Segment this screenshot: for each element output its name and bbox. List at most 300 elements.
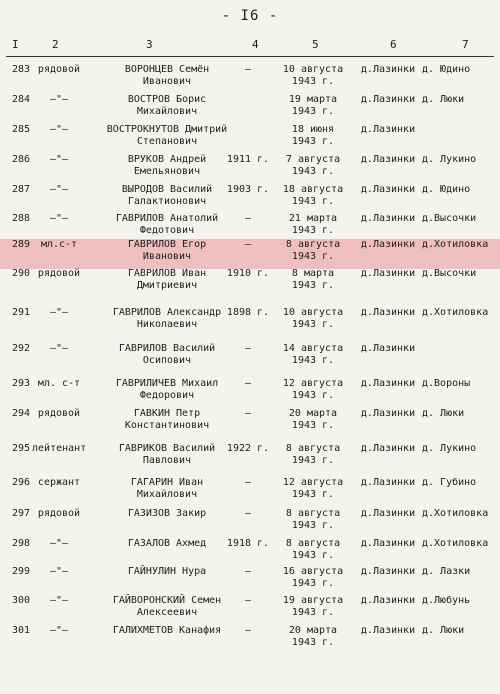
record-death-date-line2: 1943 г. xyxy=(291,166,335,177)
record-burial-place xyxy=(352,268,424,280)
record-birth-year xyxy=(222,268,274,280)
record-name xyxy=(92,239,242,263)
column-header-6: 6 xyxy=(390,38,397,51)
table-row xyxy=(0,378,500,408)
record-name xyxy=(92,64,242,88)
record-home-village xyxy=(422,154,500,166)
record-number xyxy=(2,477,30,489)
record-name xyxy=(92,213,242,237)
record-rank xyxy=(32,213,86,225)
record-death-date-text: 8 марта xyxy=(291,268,335,279)
record-death-date-line2: 1943 г. xyxy=(291,106,335,117)
record-name-text: ГАЗАЛОВ Ахмед xyxy=(127,538,207,549)
record-rank xyxy=(32,94,86,106)
record-burial-place-text: д.Лазинки xyxy=(360,508,416,519)
record-death-date-text: 21 марта xyxy=(288,213,338,224)
record-rank xyxy=(32,566,86,578)
table-row xyxy=(0,477,500,507)
header-divider xyxy=(6,56,494,57)
record-birth-year xyxy=(222,477,274,489)
table-row xyxy=(0,566,500,596)
record-number-text: 289 xyxy=(11,239,30,250)
column-header-row xyxy=(0,38,500,54)
record-number xyxy=(2,408,30,420)
record-death-date-text: 10 августа xyxy=(282,64,344,75)
record-death-date-text: 19 августа xyxy=(282,595,344,606)
record-birth-year xyxy=(222,154,274,166)
record-rank-text: —"— xyxy=(49,625,69,636)
record-name-line2: Константинович xyxy=(124,420,210,431)
record-death-date-text: 12 августа xyxy=(282,477,344,488)
column-header-4: 4 xyxy=(252,38,259,51)
record-name-line2: Степанович xyxy=(136,136,198,147)
record-death-date-line2: 1943 г. xyxy=(291,76,335,87)
record-death-date xyxy=(276,625,350,649)
record-burial-place xyxy=(352,566,424,578)
record-name-line2: Галактионович xyxy=(127,196,207,207)
record-burial-place xyxy=(352,64,424,76)
record-rank-text: —"— xyxy=(49,595,69,606)
record-death-date-text: 19 марта xyxy=(288,94,338,105)
record-number-text: 286 xyxy=(11,154,30,165)
record-number-text: 284 xyxy=(11,94,30,105)
record-death-date xyxy=(276,443,350,467)
record-burial-place xyxy=(352,538,424,550)
record-death-date-line2: 1943 г. xyxy=(291,390,335,401)
record-home-village xyxy=(422,213,500,225)
record-number-text: 287 xyxy=(11,184,30,195)
record-death-date-line2: 1943 г. xyxy=(291,520,335,531)
record-name xyxy=(92,538,242,550)
record-home-village xyxy=(422,477,500,489)
record-burial-place xyxy=(352,124,424,136)
record-number xyxy=(2,538,30,550)
table-row xyxy=(0,124,500,154)
record-rank-text: мл.с-т xyxy=(40,239,78,250)
record-name xyxy=(92,124,242,148)
record-birth-year xyxy=(222,239,274,251)
record-death-date xyxy=(276,94,350,118)
record-rank xyxy=(32,307,86,319)
record-death-date-line2: 1943 г. xyxy=(291,225,335,236)
record-name-text: ГАЙНУЛИН Нура xyxy=(127,566,207,577)
record-number xyxy=(2,566,30,578)
record-rank xyxy=(32,538,86,550)
record-name xyxy=(92,408,242,432)
record-name-line2: Иванович xyxy=(142,76,192,87)
record-home-village-text: д.Хотиловка xyxy=(422,307,489,318)
record-burial-place-text: д.Лазинки xyxy=(360,213,416,224)
record-death-date-text: 7 августа xyxy=(285,154,341,165)
table-row xyxy=(0,94,500,124)
record-name-line2: Осипович xyxy=(142,355,192,366)
record-burial-place-text: д.Лазинки xyxy=(360,154,416,165)
record-birth-year xyxy=(222,64,274,76)
record-birth-year xyxy=(222,595,274,607)
record-death-date-text: 20 марта xyxy=(288,625,338,636)
record-death-date-text: 14 августа xyxy=(282,343,344,354)
record-name-text: ГАВРИЛИЧЕВ Михаил xyxy=(115,378,219,389)
record-death-date xyxy=(276,239,350,263)
record-death-date-line2: 1943 г. xyxy=(291,251,335,262)
record-name-line2: Емельянович xyxy=(133,166,201,177)
record-number xyxy=(2,124,30,136)
record-death-date xyxy=(276,538,350,562)
record-death-date xyxy=(276,343,350,367)
record-number xyxy=(2,595,30,607)
record-home-village xyxy=(422,307,500,319)
record-burial-place xyxy=(352,343,424,355)
record-death-date-text: 10 августа xyxy=(282,307,344,318)
record-rank-text: —"— xyxy=(49,154,69,165)
record-name xyxy=(92,154,242,178)
record-home-village-text: д. Лукино xyxy=(422,154,477,165)
record-name-text: ГАЙВОРОНСКИЙ Семен xyxy=(112,595,222,606)
record-home-village-text: д. Лукино xyxy=(422,443,477,454)
record-name-text: ВРУКОВ Андрей xyxy=(127,154,207,165)
record-home-village xyxy=(422,184,500,196)
record-rank xyxy=(32,408,86,420)
table-row xyxy=(0,307,500,337)
record-rank-text: лейтенант xyxy=(32,443,87,454)
record-birth-year-text: — xyxy=(244,508,252,519)
record-name-line2: Федотович xyxy=(139,225,195,236)
record-home-village xyxy=(422,64,500,76)
record-rank-text: —"— xyxy=(49,566,69,577)
record-rank-text: мл. с-т xyxy=(37,378,81,389)
record-number-text: 300 xyxy=(11,595,30,606)
record-death-date-line2: 1943 г. xyxy=(291,280,335,291)
record-birth-year xyxy=(222,538,274,550)
record-birth-year-text: — xyxy=(244,595,252,606)
record-number xyxy=(2,64,30,76)
record-rank-text: рядовой xyxy=(37,268,81,279)
record-birth-year xyxy=(222,378,274,390)
record-number-text: 285 xyxy=(11,124,30,135)
record-home-village-text: д.Хотиловка xyxy=(422,508,489,519)
record-birth-year xyxy=(222,307,274,319)
table-row xyxy=(0,268,500,298)
record-burial-place xyxy=(352,625,424,637)
record-number-text: 291 xyxy=(11,307,30,318)
table-row xyxy=(0,343,500,373)
record-name-line2: Михайлович xyxy=(136,489,198,500)
record-name-text: ВОРОНЦЕВ Семён xyxy=(124,64,210,75)
record-home-village-text: д. Люки xyxy=(422,94,465,105)
record-home-village-text: д. Люки xyxy=(422,408,465,419)
record-burial-place xyxy=(352,443,424,455)
record-home-village-text: д.Вороны xyxy=(422,378,471,389)
record-rank xyxy=(32,508,86,520)
record-name-line2: Иванович xyxy=(142,251,192,262)
record-death-date-text: 20 марта xyxy=(288,408,338,419)
record-burial-place-text: д.Лазинки xyxy=(360,184,416,195)
record-number-text: 295 xyxy=(11,443,30,454)
table-row xyxy=(0,408,500,438)
record-name-line2: Федорович xyxy=(139,390,195,401)
record-burial-place-text: д.Лазинки xyxy=(360,625,416,636)
record-rank xyxy=(32,595,86,607)
record-home-village xyxy=(422,408,500,420)
record-number xyxy=(2,443,30,455)
record-death-date-text: 8 августа xyxy=(285,508,341,519)
record-burial-place-text: д.Лазинки xyxy=(360,443,416,454)
record-burial-place-text: д.Лазинки xyxy=(360,595,416,606)
record-home-village-text: д. Юдино xyxy=(422,184,471,195)
record-death-date-line2: 1943 г. xyxy=(291,607,335,618)
record-death-date-line2: 1943 г. xyxy=(291,196,335,207)
record-number xyxy=(2,239,30,251)
record-name-text: ВЫРОДОВ Василий xyxy=(121,184,213,195)
record-number xyxy=(2,378,30,390)
record-name-text: ГАГАРИН Иван xyxy=(130,477,204,488)
record-home-village-text: д.Высочки xyxy=(422,268,477,279)
record-death-date xyxy=(276,124,350,148)
record-home-village-text: д. Губино xyxy=(422,477,477,488)
record-name xyxy=(92,343,242,367)
record-rank xyxy=(32,443,86,455)
record-name-text: ГАВРИКОВ Василий xyxy=(118,443,216,454)
record-death-date-text: 12 августа xyxy=(282,378,344,389)
record-rank-text: рядовой xyxy=(37,508,81,519)
record-rank xyxy=(32,268,86,280)
record-home-village-text: д. Лазки xyxy=(422,566,471,577)
record-death-date xyxy=(276,64,350,88)
page-number: - I6 - xyxy=(221,8,279,24)
record-number-text: 294 xyxy=(11,408,30,419)
record-rank-text: —"— xyxy=(49,307,69,318)
record-rank-text: —"— xyxy=(49,94,69,105)
record-number-text: 293 xyxy=(11,378,30,389)
record-death-date xyxy=(276,268,350,292)
record-number-text: 283 xyxy=(11,64,30,75)
column-header-5: 5 xyxy=(312,38,319,51)
record-name-text: ВОСТРОКНУТОВ Дмитрий xyxy=(106,124,228,135)
record-home-village-text: д. Люки xyxy=(422,625,465,636)
record-name-text: ГАВРИЛОВ Василий xyxy=(118,343,216,354)
record-number-text: 299 xyxy=(11,566,30,577)
record-rank-text: рядовой xyxy=(37,408,81,419)
record-name xyxy=(92,595,242,619)
record-home-village xyxy=(422,595,500,607)
record-burial-place-text: д.Лазинки xyxy=(360,124,416,135)
record-number-text: 290 xyxy=(11,268,30,279)
record-name xyxy=(92,184,242,208)
record-burial-place-text: д.Лазинки xyxy=(360,64,416,75)
record-home-village xyxy=(422,268,500,280)
record-death-date xyxy=(276,307,350,331)
record-name-line2: Николаевич xyxy=(136,319,198,330)
table-row xyxy=(0,443,500,473)
record-birth-year-text: 1922 г. xyxy=(226,443,270,454)
record-death-date-text: 8 августа xyxy=(285,538,341,549)
record-death-date xyxy=(276,213,350,237)
record-name xyxy=(92,378,242,402)
record-rank xyxy=(32,124,86,136)
record-name-line2: Павлович xyxy=(142,455,192,466)
record-name-text: ВОСТРОВ Борис xyxy=(127,94,207,105)
record-name xyxy=(92,443,242,467)
record-birth-year-text: 1898 г. xyxy=(226,307,270,318)
record-burial-place-text: д.Лазинки xyxy=(360,408,416,419)
record-birth-year-text: — xyxy=(244,566,252,577)
record-burial-place xyxy=(352,184,424,196)
record-number xyxy=(2,268,30,280)
record-number-text: 288 xyxy=(11,213,30,224)
record-rank-text: сержант xyxy=(37,477,81,488)
record-birth-year-text: — xyxy=(244,64,252,75)
table-row xyxy=(0,64,500,94)
table-row xyxy=(0,184,500,214)
record-home-village-text: д.Хотиловка xyxy=(422,239,489,250)
record-name-text: ГАВРИЛОВ Егор xyxy=(127,239,207,250)
record-number-text: 296 xyxy=(11,477,30,488)
column-header-3: 3 xyxy=(146,38,153,51)
record-rank xyxy=(32,184,86,196)
record-death-date xyxy=(276,408,350,432)
record-birth-year-text: — xyxy=(244,378,252,389)
record-death-date xyxy=(276,595,350,619)
record-home-village xyxy=(422,94,500,106)
record-death-date-line2: 1943 г. xyxy=(291,355,335,366)
record-number xyxy=(2,184,30,196)
record-burial-place xyxy=(352,508,424,520)
record-number-text: 297 xyxy=(11,508,30,519)
record-death-date-text: 18 июня xyxy=(291,124,335,135)
record-burial-place xyxy=(352,213,424,225)
record-birth-year-text: 1911 г. xyxy=(226,154,270,165)
table-row xyxy=(0,154,500,184)
record-burial-place-text: д.Лазинки xyxy=(360,378,416,389)
record-name-line2: Михайлович xyxy=(136,106,198,117)
record-home-village xyxy=(422,443,500,455)
record-death-date xyxy=(276,477,350,501)
record-home-village-text: д.Хотиловка xyxy=(422,538,489,549)
record-birth-year xyxy=(222,443,274,455)
record-name xyxy=(92,94,242,118)
record-rank-text: —"— xyxy=(49,538,69,549)
column-header-2: 2 xyxy=(52,38,59,51)
record-burial-place-text: д.Лазинки xyxy=(360,477,416,488)
record-burial-place xyxy=(352,595,424,607)
record-number xyxy=(2,307,30,319)
record-death-date-line2: 1943 г. xyxy=(291,489,335,500)
record-burial-place-text: д.Лазинки xyxy=(360,268,416,279)
table-row xyxy=(0,508,500,538)
record-birth-year-text: — xyxy=(244,625,252,636)
record-rank xyxy=(32,64,86,76)
record-burial-place-text: д.Лазинки xyxy=(360,307,416,318)
record-birth-year xyxy=(222,625,274,637)
record-home-village-text: д. Юдино xyxy=(422,64,471,75)
record-death-date-text: 18 августа xyxy=(282,184,344,195)
record-name-text: ГАВРИЛОВ Александр xyxy=(112,307,222,318)
record-death-date xyxy=(276,154,350,178)
record-birth-year xyxy=(222,566,274,578)
record-burial-place xyxy=(352,307,424,319)
record-home-village-text: д.Высочки xyxy=(422,213,477,224)
record-burial-place xyxy=(352,154,424,166)
record-death-date-line2: 1943 г. xyxy=(291,455,335,466)
record-death-date xyxy=(276,508,350,532)
record-birth-year-text: — xyxy=(244,213,252,224)
record-home-village xyxy=(422,239,500,251)
table-row xyxy=(0,538,500,568)
record-name-text: ГАВРИЛОВ Иван xyxy=(127,268,207,279)
record-name xyxy=(92,268,242,292)
record-death-date-line2: 1943 г. xyxy=(291,550,335,561)
record-number xyxy=(2,94,30,106)
record-number xyxy=(2,343,30,355)
table-row xyxy=(0,595,500,625)
record-name xyxy=(92,566,242,578)
record-death-date-text: 8 августа xyxy=(285,239,341,250)
record-burial-place-text: д.Лазинки xyxy=(360,94,416,105)
record-birth-year-text: — xyxy=(244,408,252,419)
column-header-1: I xyxy=(12,38,19,51)
record-death-date xyxy=(276,566,350,590)
record-rank xyxy=(32,625,86,637)
record-death-date-line2: 1943 г. xyxy=(291,319,335,330)
record-death-date-line2: 1943 г. xyxy=(291,136,335,147)
record-name-text: ГАВКИН Петр xyxy=(133,408,201,419)
record-burial-place-text: д.Лазинки xyxy=(360,343,416,354)
record-birth-year xyxy=(222,343,274,355)
record-rank xyxy=(32,477,86,489)
record-burial-place xyxy=(352,378,424,390)
record-number-text: 292 xyxy=(11,343,30,354)
record-home-village xyxy=(422,625,500,637)
table-row xyxy=(0,625,500,655)
record-birth-year-text: 1903 г. xyxy=(226,184,270,195)
record-birth-year-text: 1918 г. xyxy=(226,538,270,549)
record-birth-year xyxy=(222,213,274,225)
record-death-date-text: 16 августа xyxy=(282,566,344,577)
record-home-village xyxy=(422,508,500,520)
record-burial-place xyxy=(352,239,424,251)
record-death-date-line2: 1943 г. xyxy=(291,420,335,431)
record-rank-text: —"— xyxy=(49,124,69,135)
record-number xyxy=(2,154,30,166)
record-name-text: ГАВРИЛОВ Анатолий xyxy=(115,213,219,224)
record-rank xyxy=(32,343,86,355)
record-number xyxy=(2,625,30,637)
record-rank xyxy=(32,378,86,390)
record-death-date-line2: 1943 г. xyxy=(291,578,335,589)
record-name-text: ГАЛИХМЕТОВ Канафия xyxy=(112,625,222,636)
record-death-date xyxy=(276,378,350,402)
record-name-line2: Алексеевич xyxy=(136,607,198,618)
record-burial-place xyxy=(352,477,424,489)
record-burial-place xyxy=(352,408,424,420)
record-name xyxy=(92,625,242,637)
record-rank-text: —"— xyxy=(49,213,69,224)
record-birth-year-text: — xyxy=(244,343,252,354)
record-burial-place-text: д.Лазинки xyxy=(360,538,416,549)
record-birth-year xyxy=(222,508,274,520)
record-birth-year xyxy=(222,408,274,420)
record-birth-year-text: — xyxy=(244,239,252,250)
record-home-village xyxy=(422,538,500,550)
record-birth-year-text: 1910 г. xyxy=(226,268,270,279)
record-number-text: 301 xyxy=(11,625,30,636)
column-header-7: 7 xyxy=(462,38,469,51)
record-name-text: ГАЗИЗОВ Закир xyxy=(127,508,207,519)
record-rank-text: —"— xyxy=(49,343,69,354)
record-name xyxy=(92,307,242,331)
record-death-date-line2: 1943 г. xyxy=(291,637,335,648)
record-burial-place-text: д.Лазинки xyxy=(360,566,416,577)
